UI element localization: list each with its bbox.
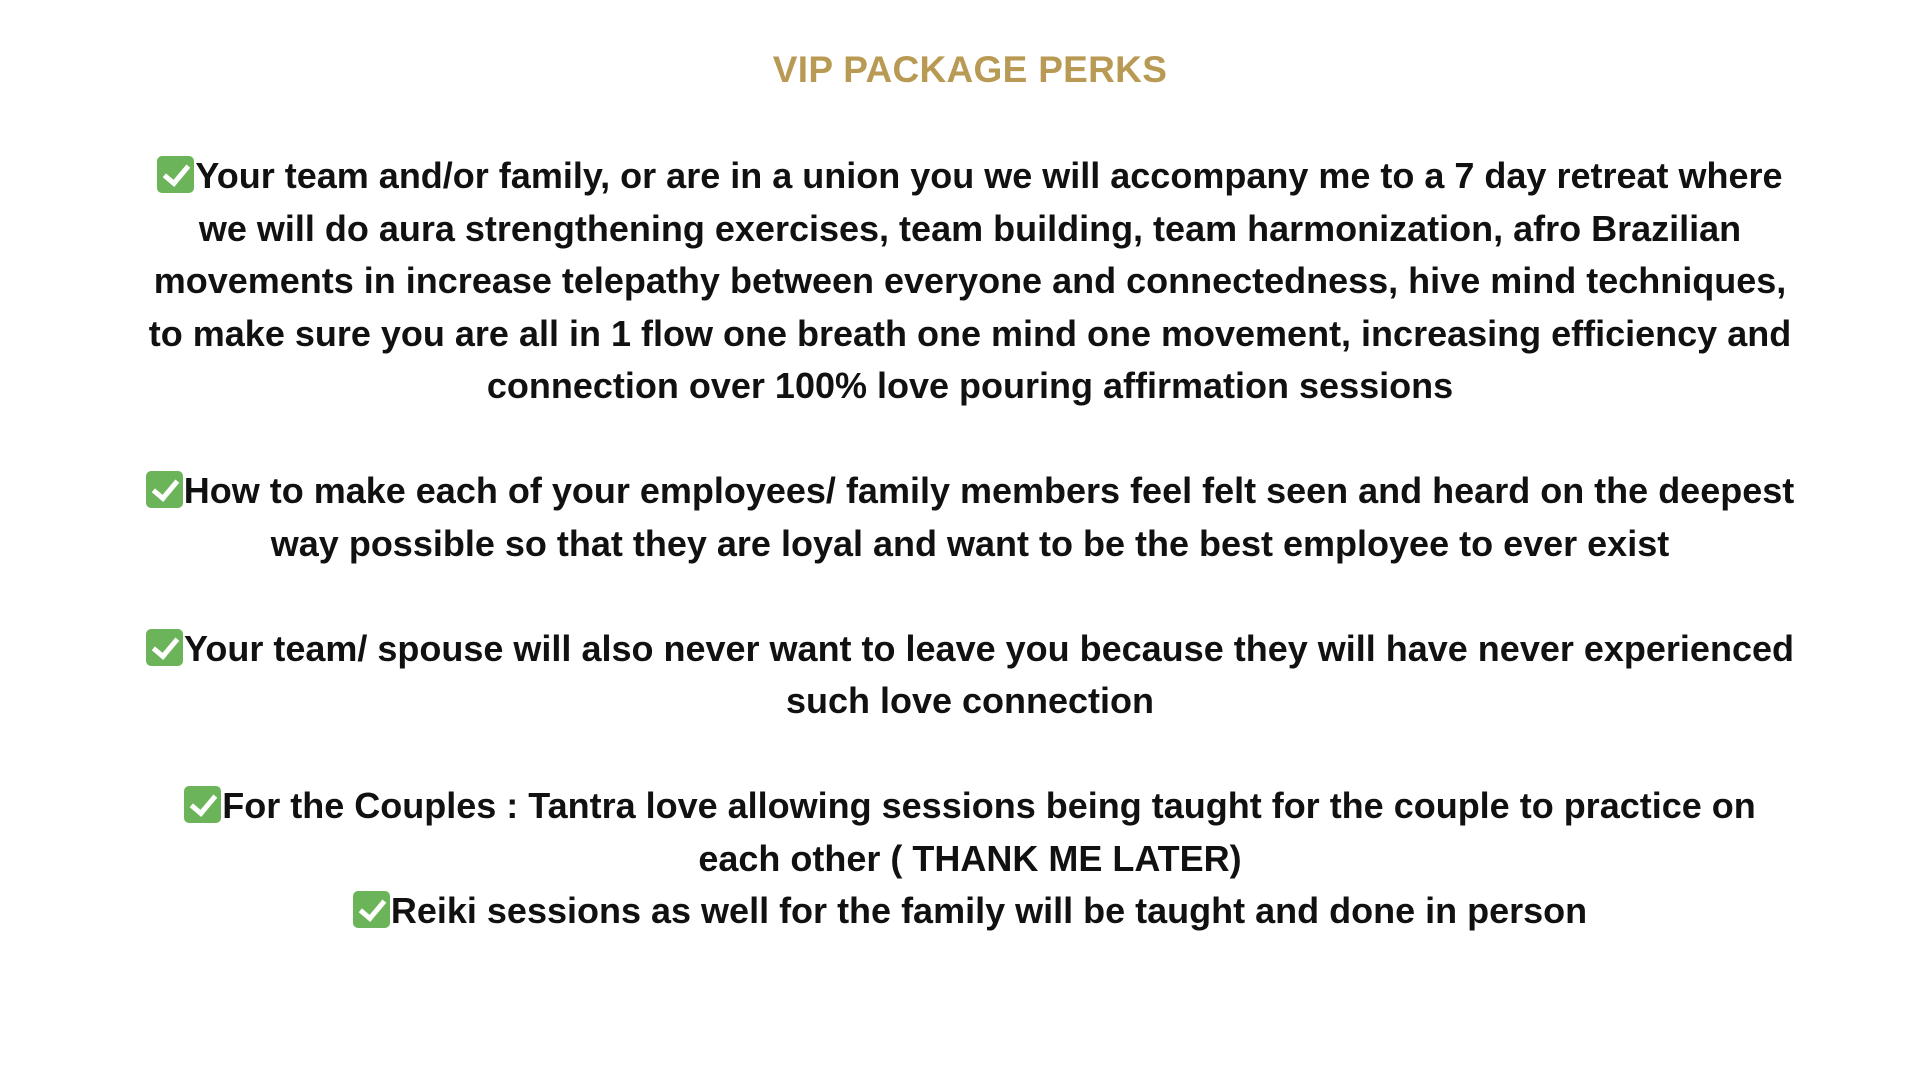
perk-item-retreat bbox=[140, 150, 1800, 413]
page-title: VIP PACKAGE PERKS bbox=[772, 49, 1168, 90]
check-mark-icon bbox=[157, 156, 194, 193]
perk-item-employees bbox=[140, 465, 1800, 570]
check-mark-icon bbox=[353, 891, 390, 928]
perk-text: Your team/ spouse will also never want to leave you because they will have never experienced such love connection bbox=[184, 627, 1794, 721]
perks-list bbox=[140, 150, 1800, 938]
perk-text: Reiki sessions as well for the family will be taught and done in person bbox=[390, 890, 1588, 931]
perk-text: For the Couples : Tantra love allowing sessions being taught for the couple to practice on each other ( THANK ME LATER) bbox=[222, 785, 1756, 879]
perk-item-reiki bbox=[140, 885, 1800, 938]
perk-text: Your team and/or family, or are in a union you we will accompany me to a 7 day retreat where we will do aura strengthening exercises, team building, team harmonization, afro Brazilian movements in increase telepathy between everyone and connectedness, hive mind techniques, to make sure you are all in 1 flow one breath one mind one movement, increasing efficiency and connection over 100% love pouring affirmation sessions bbox=[148, 155, 1792, 406]
check-mark-icon bbox=[146, 629, 183, 666]
perk-text: How to make each of your employees/ family members feel felt seen and heard on the deepest way possible so that they are loyal and want to be the best employee to ever exist bbox=[183, 470, 1795, 564]
check-mark-icon bbox=[184, 786, 221, 823]
perk-item-spouse bbox=[140, 623, 1800, 728]
check-mark-icon bbox=[146, 471, 183, 508]
perk-item-couples bbox=[140, 780, 1800, 885]
